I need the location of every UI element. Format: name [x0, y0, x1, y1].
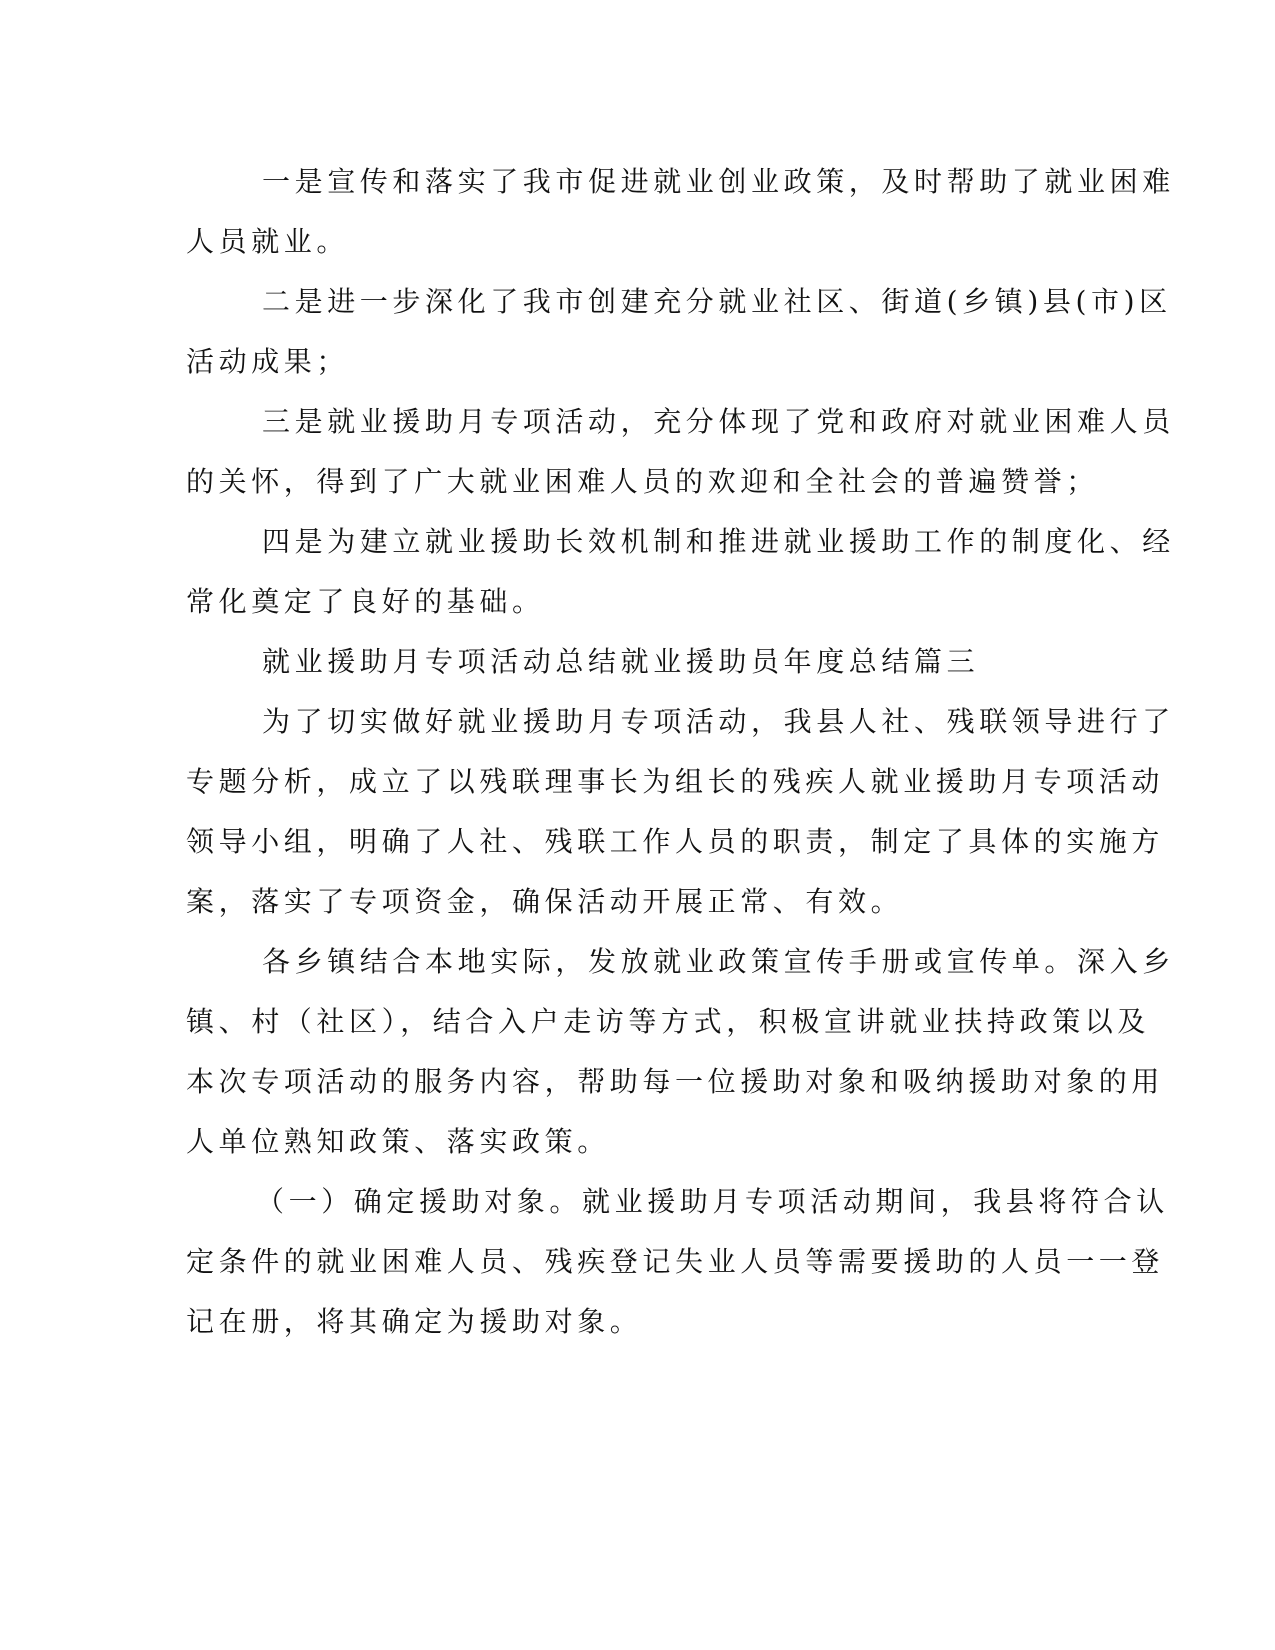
- paragraph-1-line-1: 一是宣传和落实了我市促进就业创业政策，及时帮助了就业困难: [262, 165, 1175, 198]
- paragraph-7-line-3: 记在册，将其确定为援助对象。: [186, 1305, 643, 1338]
- paragraph-5-line-4: 案，落实了专项资金，确保活动开展正常、有效。: [186, 885, 904, 918]
- paragraph-5-line-2: 专题分析，成立了以残联理事长为组长的残疾人就业援助月专项活动: [186, 765, 1165, 798]
- paragraph-4-line-2: 常化奠定了良好的基础。: [186, 585, 545, 618]
- paragraph-5-line-1: 为了切实做好就业援助月专项活动，我县人社、残联领导进行了: [262, 705, 1175, 738]
- paragraph-5-line-3: 领导小组，明确了人社、残联工作人员的职责，制定了具体的实施方: [186, 825, 1165, 858]
- paragraph-6-line-4: 人单位熟知政策、落实政策。: [186, 1125, 610, 1158]
- paragraph-7-line-2: 定条件的就业困难人员、残疾登记失业人员等需要援助的人员一一登: [186, 1245, 1165, 1278]
- paragraph-6-line-1: 各乡镇结合本地实际，发放就业政策宣传手册或宣传单。深入乡: [262, 945, 1175, 978]
- paragraph-4-line-1: 四是为建立就业援助长效机制和推进就业援助工作的制度化、经: [262, 525, 1175, 558]
- paragraph-3-line-1: 三是就业援助月专项活动，充分体现了党和政府对就业困难人员: [262, 405, 1175, 438]
- paragraph-6-line-3: 本次专项活动的服务内容，帮助每一位援助对象和吸纳援助对象的用: [186, 1065, 1165, 1098]
- paragraph-2-line-2: 活动成果；: [186, 345, 350, 378]
- paragraph-1-line-2: 人员就业。: [186, 225, 350, 258]
- paragraph-2-line-1: 二是进一步深化了我市创建充分就业社区、街道(乡镇)县(市)区: [262, 285, 1172, 318]
- paragraph-6-line-2: 镇、村（社区），结合入户走访等方式，积极宣讲就业扶持政策以及: [186, 1005, 1151, 1038]
- section-heading: 就业援助月专项活动总结就业援助员年度总结篇三: [262, 645, 980, 678]
- paragraph-7-line-1: （一）确定援助对象。就业援助月专项活动期间，我县将符合认: [256, 1185, 1169, 1218]
- paragraph-3-line-2: 的关怀，得到了广大就业困难人员的欢迎和全社会的普遍赞誉；: [186, 465, 1099, 498]
